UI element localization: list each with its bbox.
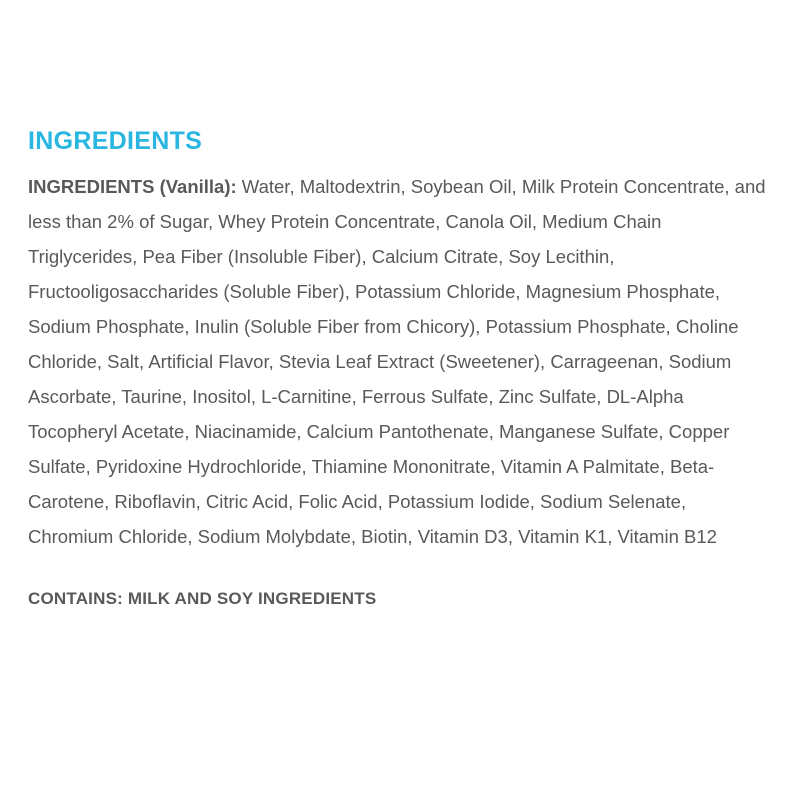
ingredients-paragraph: [28, 169, 770, 554]
page-title: INGREDIENTS: [28, 127, 203, 155]
ingredients-label: INGREDIENTS (Vanilla):: [28, 175, 237, 197]
allergen-contains-statement: CONTAINS: MILK AND SOY INGREDIENTS: [28, 588, 377, 608]
ingredients-list-text: Water, Maltodextrin, Soybean Oil, Milk Protein Concentrate, and less than 2% of Sugar, Whey Protein Concentrate, Canola Oil, Medium Chain Triglycerides, Pea Fiber (Insoluble Fiber), Calcium Citrate, Soy Lecithin, Fructooligosaccharides (Soluble Fiber), Potassium Chloride, Magnesium Phosphate, Sodium Phosphate, Inulin (Soluble Fiber from Chicory), Potassium Phosphate, Choline Chloride, Salt, Artificial Flavor, Stevia Leaf Extract (Sweetener), Carrageenan, Sodium Ascorbate, Taurine, Inositol, L-Carnitine, Ferrous Sulfate, Zinc Sulfate, DL-Alpha Tocopheryl Acetate, Niacinamide, Calcium Pantothenate, Manganese Sulfate, Copper Sulfate, Pyridoxine Hydrochloride, Thiamine Mononitrate, Vitamin A Palmitate, Beta-Carotene, Riboflavin, Citric Acid, Folic Acid, Potassium Iodide, Sodium Selenate, Chromium Chloride, Sodium Molybdate, Biotin, Vitamin D3, Vitamin K1, Vitamin B12: [28, 175, 766, 547]
